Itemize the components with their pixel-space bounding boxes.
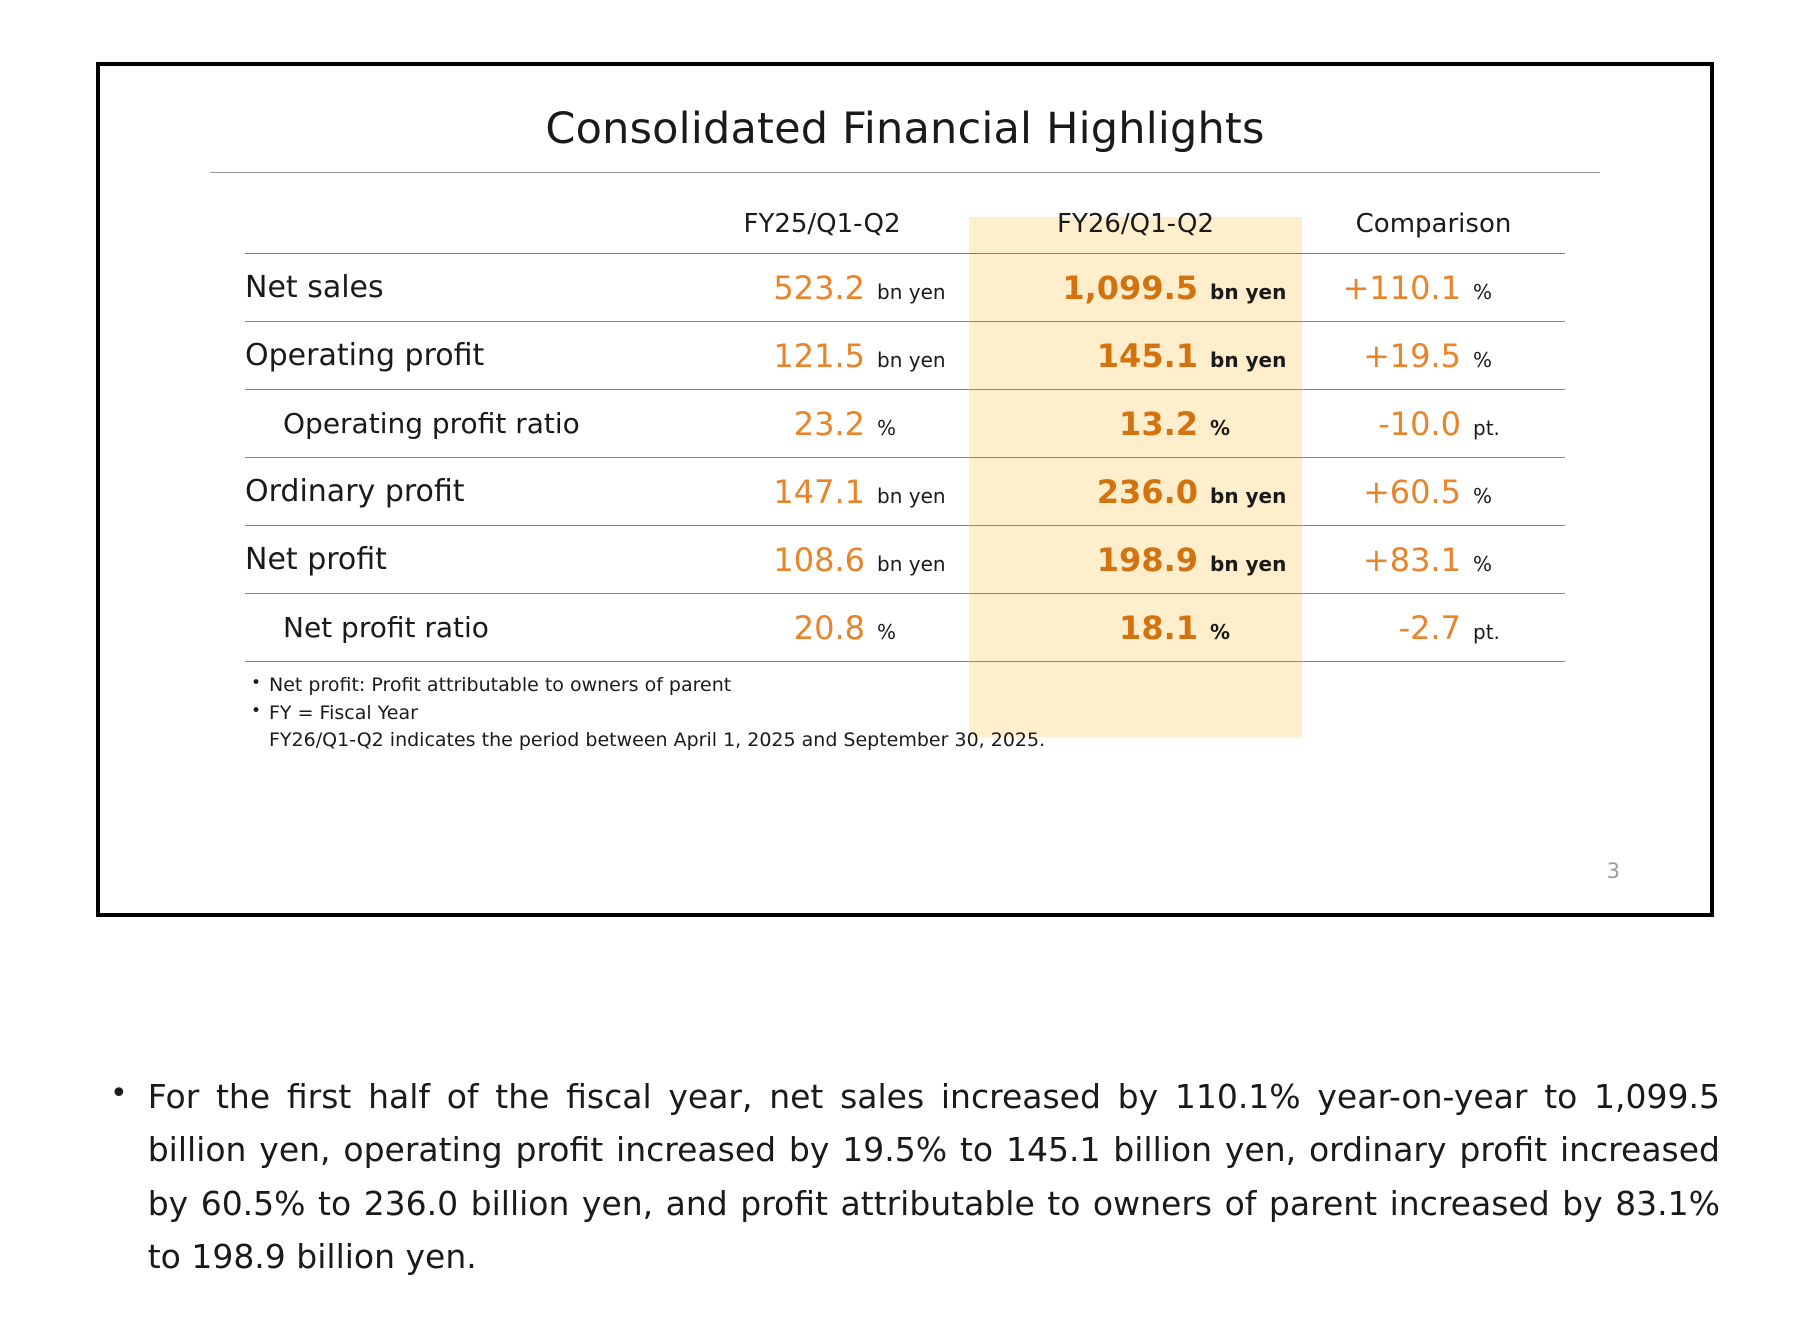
footnote-item: • Net profit: Profit attributable to owners of parent xyxy=(245,672,1565,700)
unit-fy25: % xyxy=(877,415,897,440)
cell-comparison xyxy=(1302,526,1565,594)
unit-fy25: bn yen xyxy=(877,279,946,304)
cell-fy26 xyxy=(969,322,1302,390)
page-title: Consolidated Financial Highlights xyxy=(545,104,1265,154)
cell-fy25 xyxy=(675,254,969,322)
value-comparison: +110.1 xyxy=(1342,268,1461,307)
page-number: 3 xyxy=(1606,859,1620,883)
column-header-comparison: Comparison xyxy=(1302,203,1565,254)
unit-comparison: % xyxy=(1473,347,1493,372)
value-fy25: 20.8 xyxy=(793,608,865,647)
cell-comparison xyxy=(1302,322,1565,390)
column-header-label xyxy=(245,203,675,254)
unit-comparison: % xyxy=(1473,551,1493,576)
value-fy26: 13.2 xyxy=(1119,404,1198,443)
bullet-marker: • xyxy=(110,1076,128,1111)
cell-fy25 xyxy=(675,322,969,390)
cell-comparison xyxy=(1302,390,1565,458)
cell-fy26 xyxy=(969,458,1302,526)
row-label: Operating profit xyxy=(245,322,675,390)
unit-comparison: % xyxy=(1473,483,1493,508)
table-row xyxy=(245,594,1565,662)
unit-fy25: bn yen xyxy=(877,551,946,576)
unit-comparison: % xyxy=(1473,279,1493,304)
summary-text: For the first half of the fiscal year, net sales increased by 110.1% year-on-year to 1,099.5 billion yen, operating profit increased by 19.5% to 145.1 billion yen, ordinary profit increased by 60.5% to 236.0 billion yen, and profit attributable to owners of parent increased by 83.1% to 198.9 billion yen. xyxy=(147,1077,1720,1277)
slide-frame xyxy=(96,62,1714,917)
footnote-item: • FY = Fiscal Year xyxy=(245,700,1565,728)
value-fy25: 121.5 xyxy=(773,336,865,375)
value-fy26: 18.1 xyxy=(1119,608,1198,647)
table-row xyxy=(245,458,1565,526)
cell-fy25 xyxy=(675,594,969,662)
row-label: Net profit ratio xyxy=(245,594,675,662)
value-comparison: +60.5 xyxy=(1362,472,1461,511)
cell-fy26 xyxy=(969,594,1302,662)
cell-fy26 xyxy=(969,526,1302,594)
column-header-fy26: FY26/Q1-Q2 xyxy=(969,203,1302,254)
value-fy26: 236.0 xyxy=(1096,472,1198,511)
unit-comparison: pt. xyxy=(1473,415,1500,440)
value-fy25: 147.1 xyxy=(773,472,865,511)
financial-highlights-table xyxy=(245,203,1565,662)
value-fy26: 198.9 xyxy=(1096,540,1198,579)
value-comparison: +19.5 xyxy=(1362,336,1461,375)
financial-table-wrapper xyxy=(245,203,1565,662)
table-header-row xyxy=(245,203,1565,254)
cell-comparison xyxy=(1302,458,1565,526)
value-fy26: 1,099.5 xyxy=(1062,268,1198,307)
footnote-item: FY26/Q1-Q2 indicates the period between April 1, 2025 and September 30, 2025. xyxy=(269,729,1046,752)
unit-fy25: bn yen xyxy=(877,483,946,508)
value-comparison: -2.7 xyxy=(1398,608,1461,647)
cell-fy26 xyxy=(969,254,1302,322)
value-fy25: 108.6 xyxy=(773,540,865,579)
summary-paragraph xyxy=(110,1070,1720,1284)
unit-fy26: bn yen xyxy=(1210,551,1287,576)
table-row xyxy=(245,254,1565,322)
unit-comparison: pt. xyxy=(1473,619,1500,644)
cell-comparison xyxy=(1302,254,1565,322)
cell-fy25 xyxy=(675,458,969,526)
value-fy26: 145.1 xyxy=(1096,336,1198,375)
unit-fy25: bn yen xyxy=(877,347,946,372)
unit-fy26: % xyxy=(1210,415,1231,440)
value-fy25: 23.2 xyxy=(793,404,865,443)
table-row xyxy=(245,322,1565,390)
column-header-fy25: FY25/Q1-Q2 xyxy=(675,203,969,254)
cell-fy26 xyxy=(969,390,1302,458)
value-comparison: -10.0 xyxy=(1378,404,1461,443)
row-label: Ordinary profit xyxy=(245,458,675,526)
footnotes xyxy=(245,672,1565,755)
cell-comparison xyxy=(1302,594,1565,662)
unit-fy25: % xyxy=(877,619,897,644)
value-fy25: 523.2 xyxy=(773,268,865,307)
table-row xyxy=(245,526,1565,594)
row-label: Net sales xyxy=(245,254,675,322)
cell-fy25 xyxy=(675,526,969,594)
row-label: Operating profit ratio xyxy=(245,390,675,458)
unit-fy26: % xyxy=(1210,619,1231,644)
title-divider xyxy=(210,172,1600,173)
unit-fy26: bn yen xyxy=(1210,279,1287,304)
row-label: Net profit xyxy=(245,526,675,594)
unit-fy26: bn yen xyxy=(1210,483,1287,508)
table-row xyxy=(245,390,1565,458)
value-comparison: +83.1 xyxy=(1362,540,1461,579)
unit-fy26: bn yen xyxy=(1210,347,1287,372)
cell-fy25 xyxy=(675,390,969,458)
